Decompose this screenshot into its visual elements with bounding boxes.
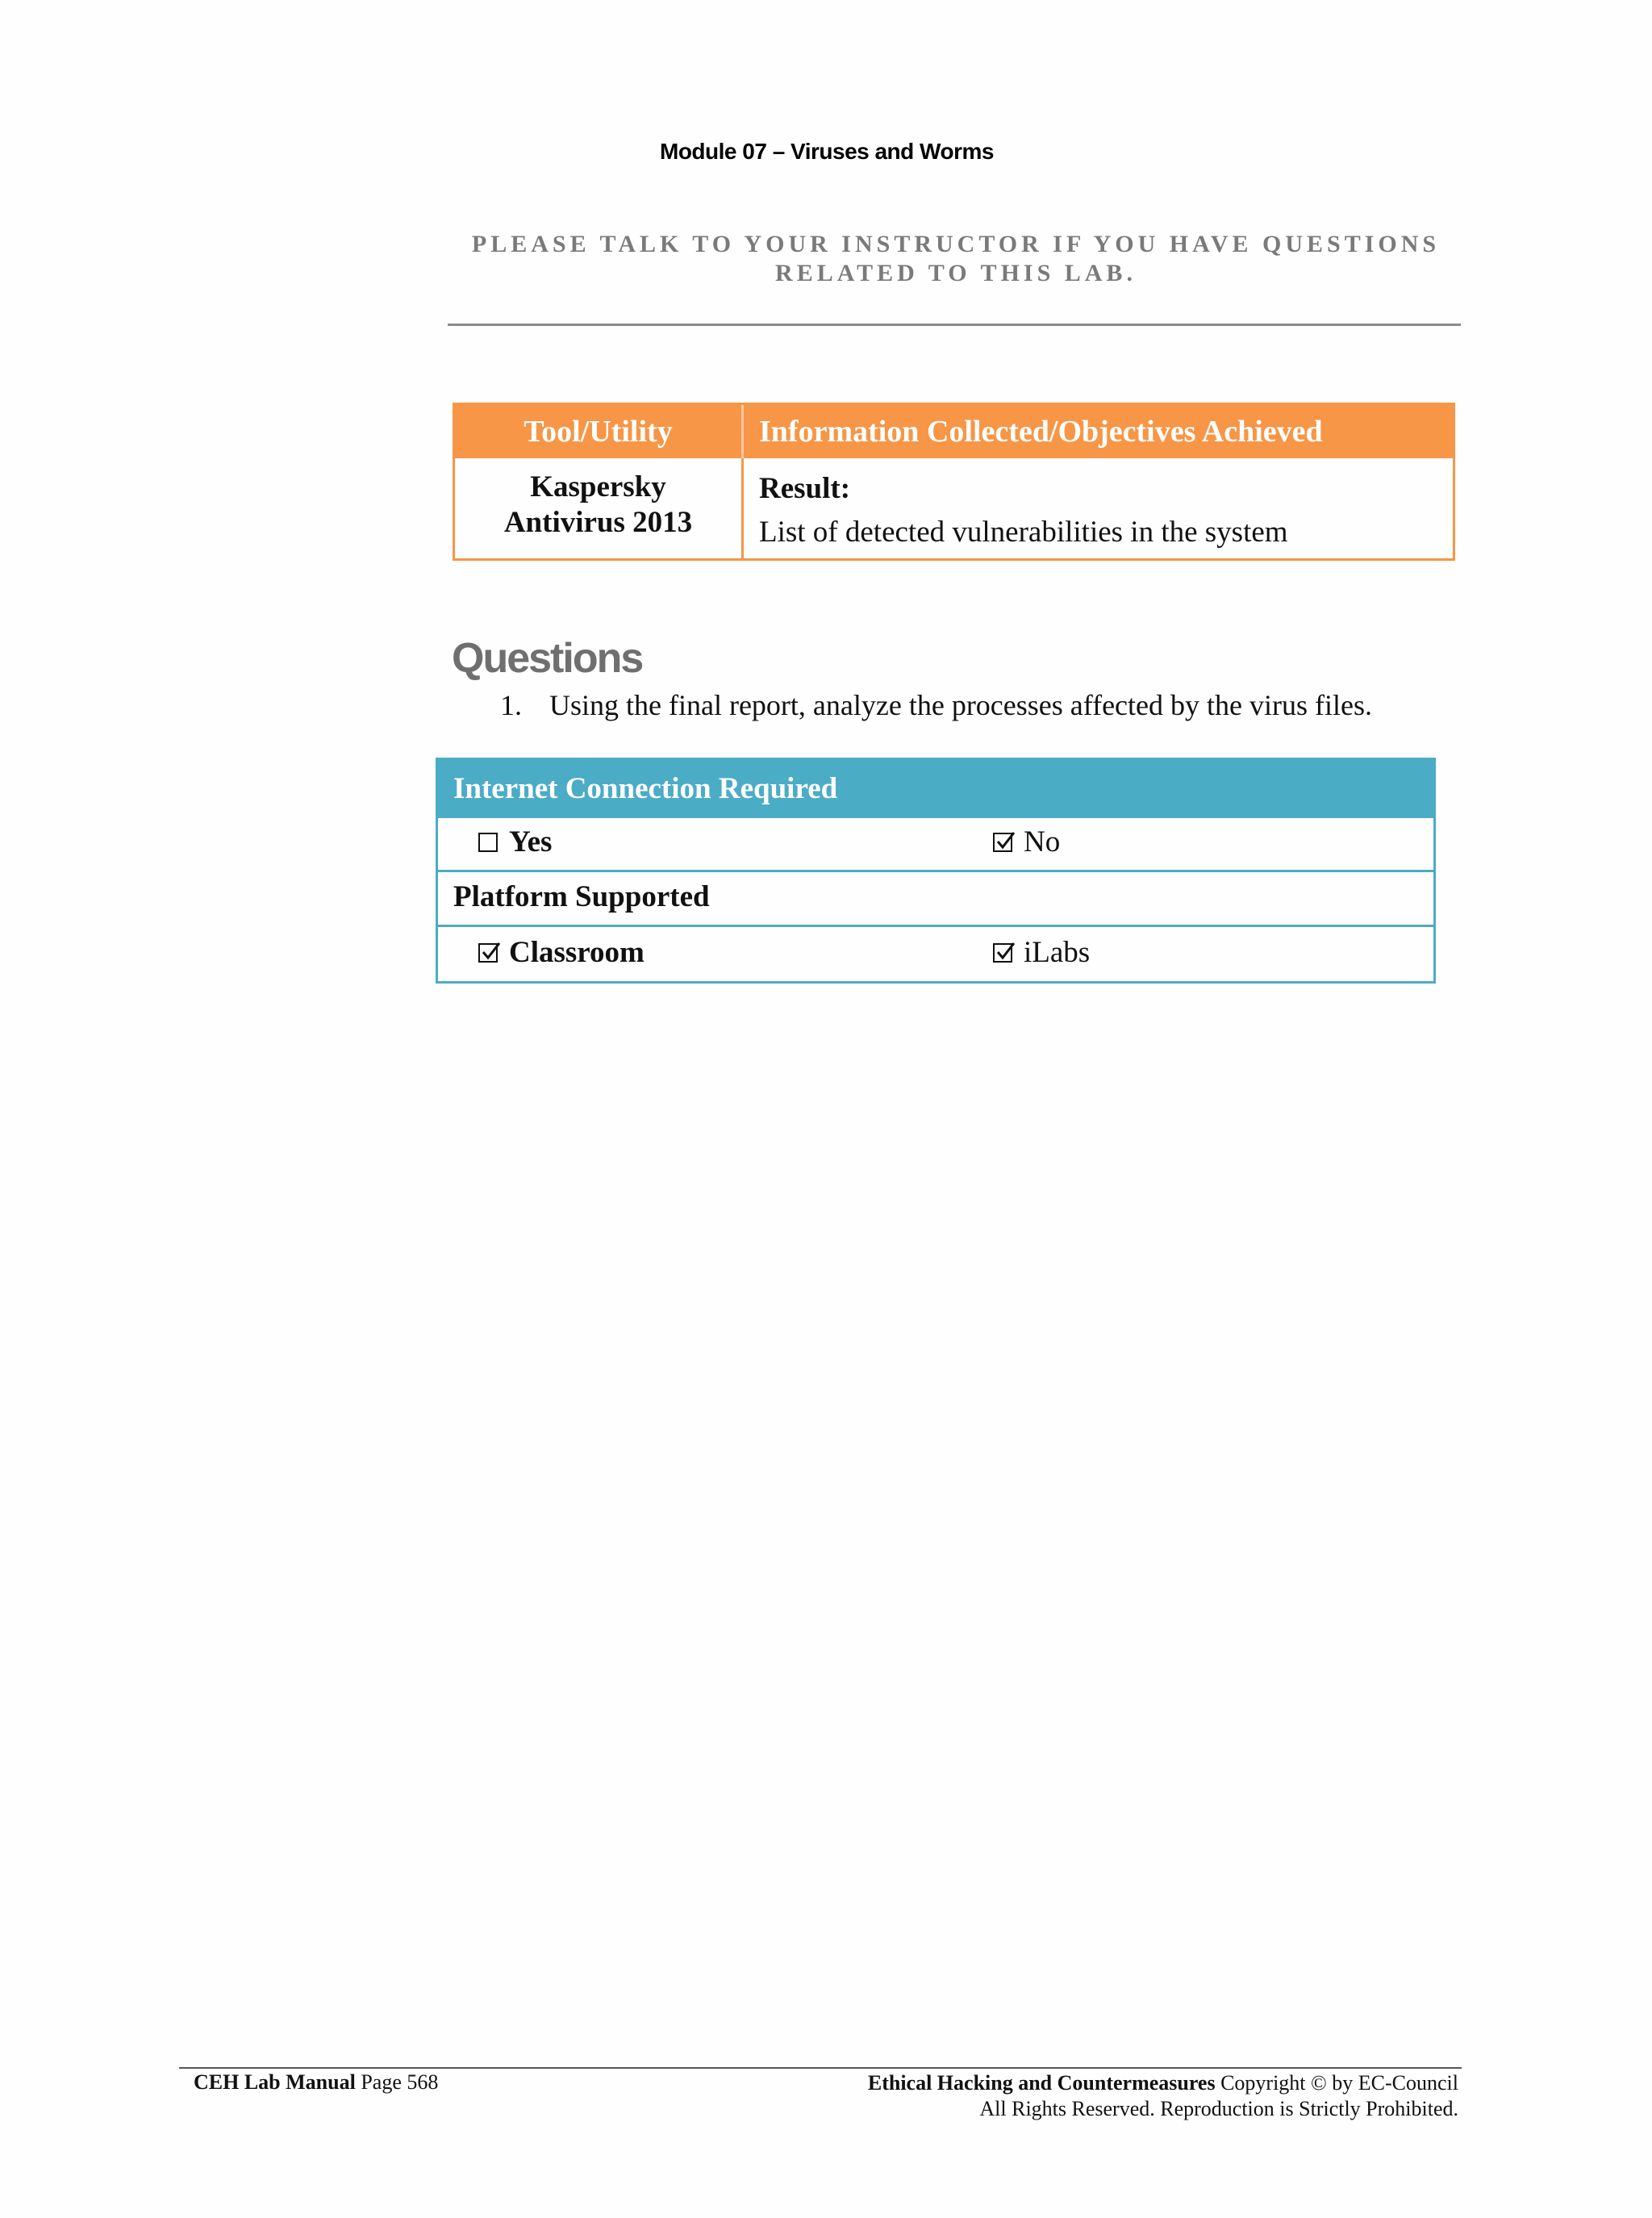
tool-utility-header: Tool/Utility (455, 405, 741, 458)
tool-utility-table (453, 403, 1455, 561)
unchecked-box-icon (478, 833, 498, 852)
checked-box-icon (993, 833, 1012, 852)
option-label: iLabs (1024, 936, 1091, 969)
row-divider (438, 925, 1433, 927)
footer-divider (179, 2067, 1462, 2069)
result-text: List of detected vulnerabilities in the system (759, 516, 1288, 549)
internet-option-no (993, 825, 1060, 860)
platform-option-ilabs (993, 935, 1090, 971)
question-text: Using the final report, analyze the processes affected by the virus files. (549, 689, 1372, 721)
footer-page-info (194, 2070, 438, 2095)
footer-copyright (868, 2070, 1458, 2122)
option-label: Classroom (509, 936, 645, 969)
section-divider (448, 324, 1461, 326)
header-column-separator (741, 405, 744, 458)
row-divider (438, 870, 1433, 872)
questions-heading: Questions (452, 635, 643, 682)
instructor-notice-line2: RELATED TO THIS LAB. (775, 260, 1137, 286)
footer-course: Ethical Hacking and Countermeasures (867, 2071, 1216, 2095)
question-item (500, 688, 1372, 722)
tool-name (455, 470, 741, 541)
objectives-header: Information Collected/Objectives Achieved (744, 405, 1453, 458)
option-label: No (1024, 825, 1061, 858)
instructor-notice-line1: PLEASE TALK TO YOUR INSTRUCTOR IF YOU HAVE QUESTIONS (471, 231, 1441, 257)
footer-page-number: Page 568 (361, 2070, 439, 2094)
platform-supported-header: Platform Supported (453, 880, 710, 913)
question-number: 1. (500, 689, 522, 721)
tool-name-line1: Kaspersky (530, 470, 666, 503)
footer-manual: CEH Lab Manual (194, 2070, 356, 2094)
footer-copyright-text: Copyright © by EC-Council (1220, 2071, 1458, 2095)
module-title: Module 07 – Viruses and Worms (660, 139, 994, 164)
internet-option-yes (478, 825, 552, 860)
requirements-table (436, 758, 1436, 984)
option-label: Yes (509, 825, 553, 858)
checked-box-icon (993, 943, 1012, 963)
platform-option-classroom (478, 935, 645, 971)
result-label: Result: (759, 472, 851, 505)
checked-box-icon (478, 943, 498, 963)
instructor-notice (452, 230, 1460, 288)
internet-connection-header: Internet Connection Required (438, 760, 1433, 818)
footer-rights: All Rights Reserved. Reproduction is Strictly Prohibited. (979, 2097, 1458, 2120)
tool-name-line2: Antivirus 2013 (503, 506, 693, 539)
